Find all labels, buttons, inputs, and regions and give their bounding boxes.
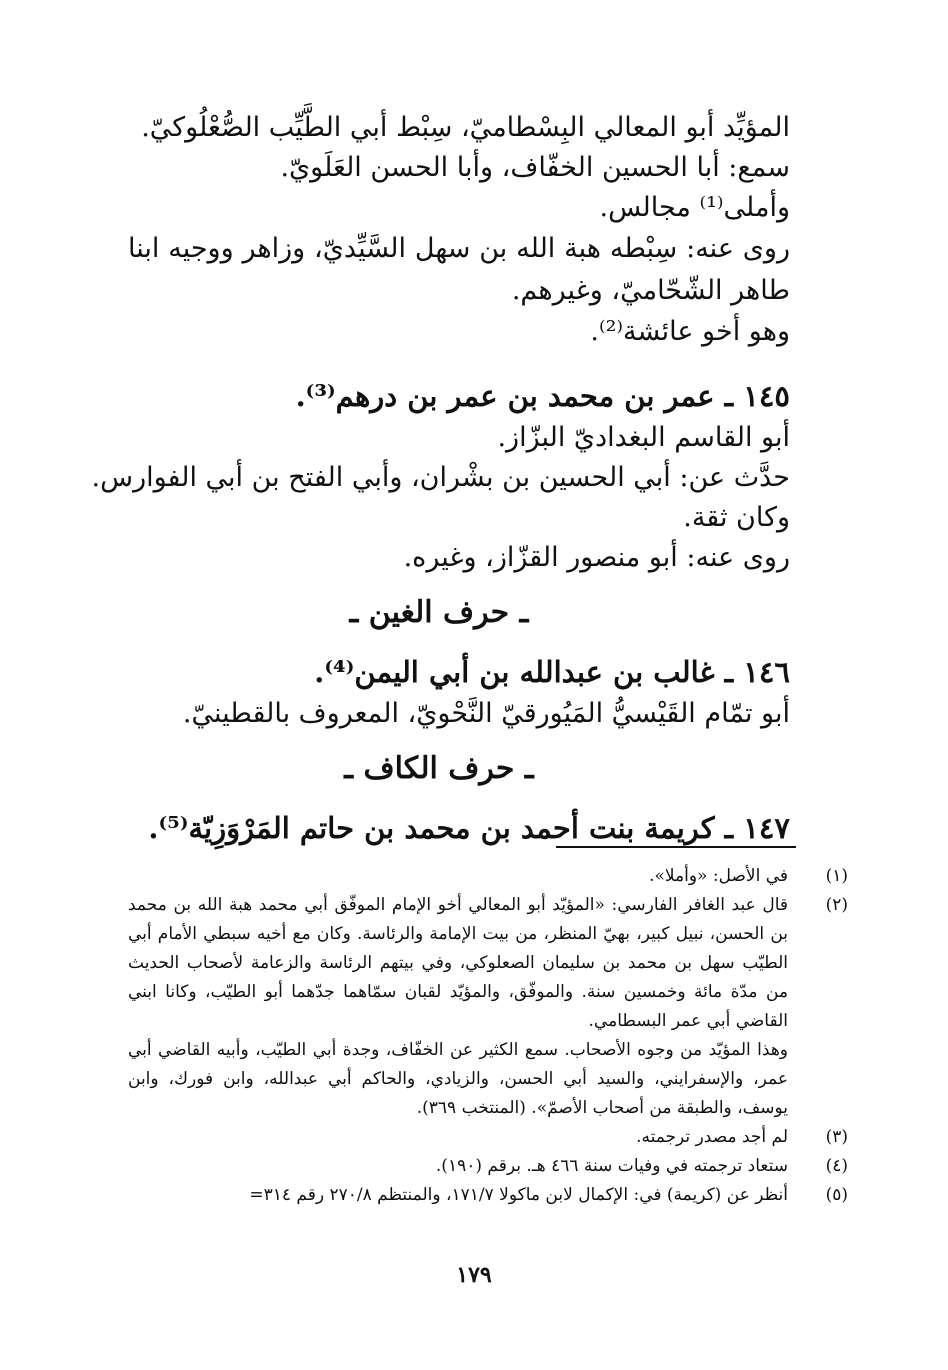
footnote: [128, 1123, 848, 1152]
footnote: [128, 891, 848, 1123]
text-line: المؤيِّد أبو المعالي البِسْطاميّ، سِبْط أبي الطَّيِّب الصُّعْلُوكيّ.: [141, 112, 790, 143]
footnote-text: أنظر عن (كريمة) في: الإكمال لابن ماكولا ١٧١/٧، والمنتظم ٢٧٠/٨ رقم ٣١٤=: [249, 1185, 788, 1205]
footnote-number: (٥): [825, 1185, 848, 1205]
footnote-number: (٢): [825, 895, 848, 915]
entry-heading-147: ١٤٧ ـ كريمة بنت أحمد بن محمد بن حاتم المَرْوَزِيّة⁽⁵⁾.: [148, 811, 790, 845]
page-number: ١٧٩: [456, 1262, 492, 1288]
main-text: [91, 108, 790, 850]
text-line: وكان ثقة.: [683, 502, 790, 533]
footnote-number: (٤): [825, 1156, 848, 1176]
footnote-text: [128, 891, 788, 1123]
text-line: سمع: أبا الحسين الخفّاف، وأبا الحسن العَلَويّ.: [280, 152, 790, 183]
footnote-text: في الأصل: «وأملا».: [649, 866, 788, 886]
footnote: [128, 1181, 848, 1210]
section-heading-kaf: ـ حرف الكاف ـ: [344, 751, 534, 786]
footnote-number: (١): [825, 866, 848, 886]
footnote-paragraph: قال عبد الغافر الفارسي: «المؤيّد أبو المعالي أخو الإمام الموفّق أبي محمد هبة الله بن محمد بن الحسن، نبيل كبير، بهيّ المنظر، من بيت الإمامة والرئاسة. وكان مع أخيه سبطي الأمام أبي الطيّب سهل بن محمد بن سليمان الصعلوكي، وفي بيتهم الرئاسة والزعامة لأصحاب الحديث من مدّة مائة وخمسين سنة. والموفّق، والمؤيّد لقبان سمّاهما جدّهما أبو الطيّب، وكانا ابني القاضي أبي عمر البسطامي.: [128, 895, 788, 1031]
section-heading-ghayn: ـ حرف الغين ـ: [349, 595, 529, 630]
footnote: [128, 862, 848, 891]
footnote-number: (٣): [825, 1127, 848, 1147]
footnote-text: لم أجد مصدر ترجمته.: [636, 1127, 788, 1147]
footnote-separator: [556, 846, 796, 848]
text-line: روى عنه: أبو منصور القزّاز، وغيره.: [403, 542, 790, 573]
text-line: روى عنه: سِبْطه هبة الله بن سهل السَّيِّديّ، وزاهر ووجيه ابنا طاهر الشّحّاميّ، وغيرهم.: [128, 233, 790, 306]
footnote-text: ستعاد ترجمته في وفيات سنة ٤٦٦ هـ. برقم (١٩٠).: [435, 1156, 788, 1176]
footnote: [128, 1152, 848, 1181]
footnotes: [128, 862, 848, 1210]
footnote-paragraph: وهذا المؤيّد من وجوه الأصحاب. سمع الكثير عن الخفّاف، وجدة أبي الطيّب، وأبيه القاضي أبي عمر، والإسفرايني، والسيد أبي الحسن، والزيادي، والحاكم أبي عبدالله، وابن فورك، وابن يوسف، والطبقة من أصحاب الأصمّ». (المنتخب ٣٦٩).: [128, 1040, 788, 1118]
entry-heading-146: ١٤٦ ـ غالب بن عبدالله بن أبي اليمن⁽⁴⁾.: [314, 655, 790, 689]
text-line: حدَّث عن: أبي الحسين بن بشْران، وأبي الفتح بن أبي الفوارس.: [91, 462, 790, 493]
entry-heading-145: ١٤٥ ـ عمر بن محمد بن عمر بن درهم⁽³⁾.: [295, 379, 790, 413]
text-line: وأملى⁽¹⁾ مجالس.: [599, 192, 790, 223]
text-line: أبو القاسم البغداديّ البزّاز.: [497, 422, 790, 453]
text-line: وهو أخو عائشة⁽²⁾.: [590, 316, 790, 347]
text-line: أبو تمّام القَيْسيُّ المَيُورقيّ النَّحْويّ، المعروف بالقطينيّ.: [182, 698, 790, 729]
